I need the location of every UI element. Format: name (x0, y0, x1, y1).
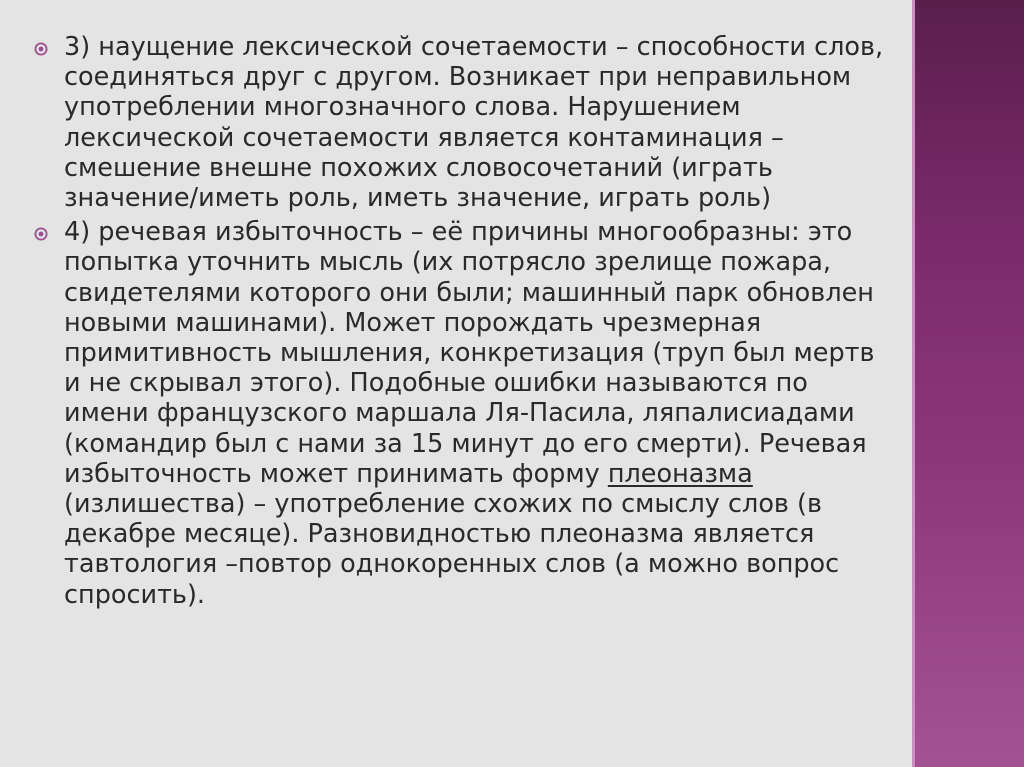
circle-target-icon (34, 227, 48, 241)
pleonasm-link[interactable]: плеоназма (607, 458, 753, 489)
bullet-item-lexical-compatibility (33, 32, 893, 213)
slide-content (33, 32, 893, 614)
circle-target-icon (34, 42, 48, 56)
bullet-text-part-1: 4) речевая избыточность – её причины многообразны: это попытка уточнить мысль (их потрясло зрелище пожара, свидетелями которого они были; машинный парк обновлен новыми машинами). Может порождать чрезмерная примитивность мышления, конкретизация (труп был мертв и не скрывал этого). Подобные ошибки называются по имени французского маршала Ля-Пасила, ляпалисиадами (командир был с нами за 15 минут до его смерти). Речевая избыточность может принимать форму (64, 217, 875, 489)
bullet-item-speech-redundancy (33, 217, 893, 610)
decorative-side-band (912, 0, 1024, 767)
bullet-text-part-2: (излишества) – употребление схожих по смыслу слов (в декабре месяце). Разновидностью плеоназма является тавтология –повтор однокоренных слов (а можно вопрос спросить). (64, 489, 840, 610)
bullet-text: 3) наущение лексической сочетаемости – способности слов, соединяться друг с другом. Возникает при неправильном употреблении многозначного слова. Нарушением лексической сочетаемости является контаминация – смешение внешне похожих словосочетаний (играть значение/иметь роль, иметь значение, играть роль) (64, 32, 884, 214)
side-band-divider (912, 0, 915, 767)
